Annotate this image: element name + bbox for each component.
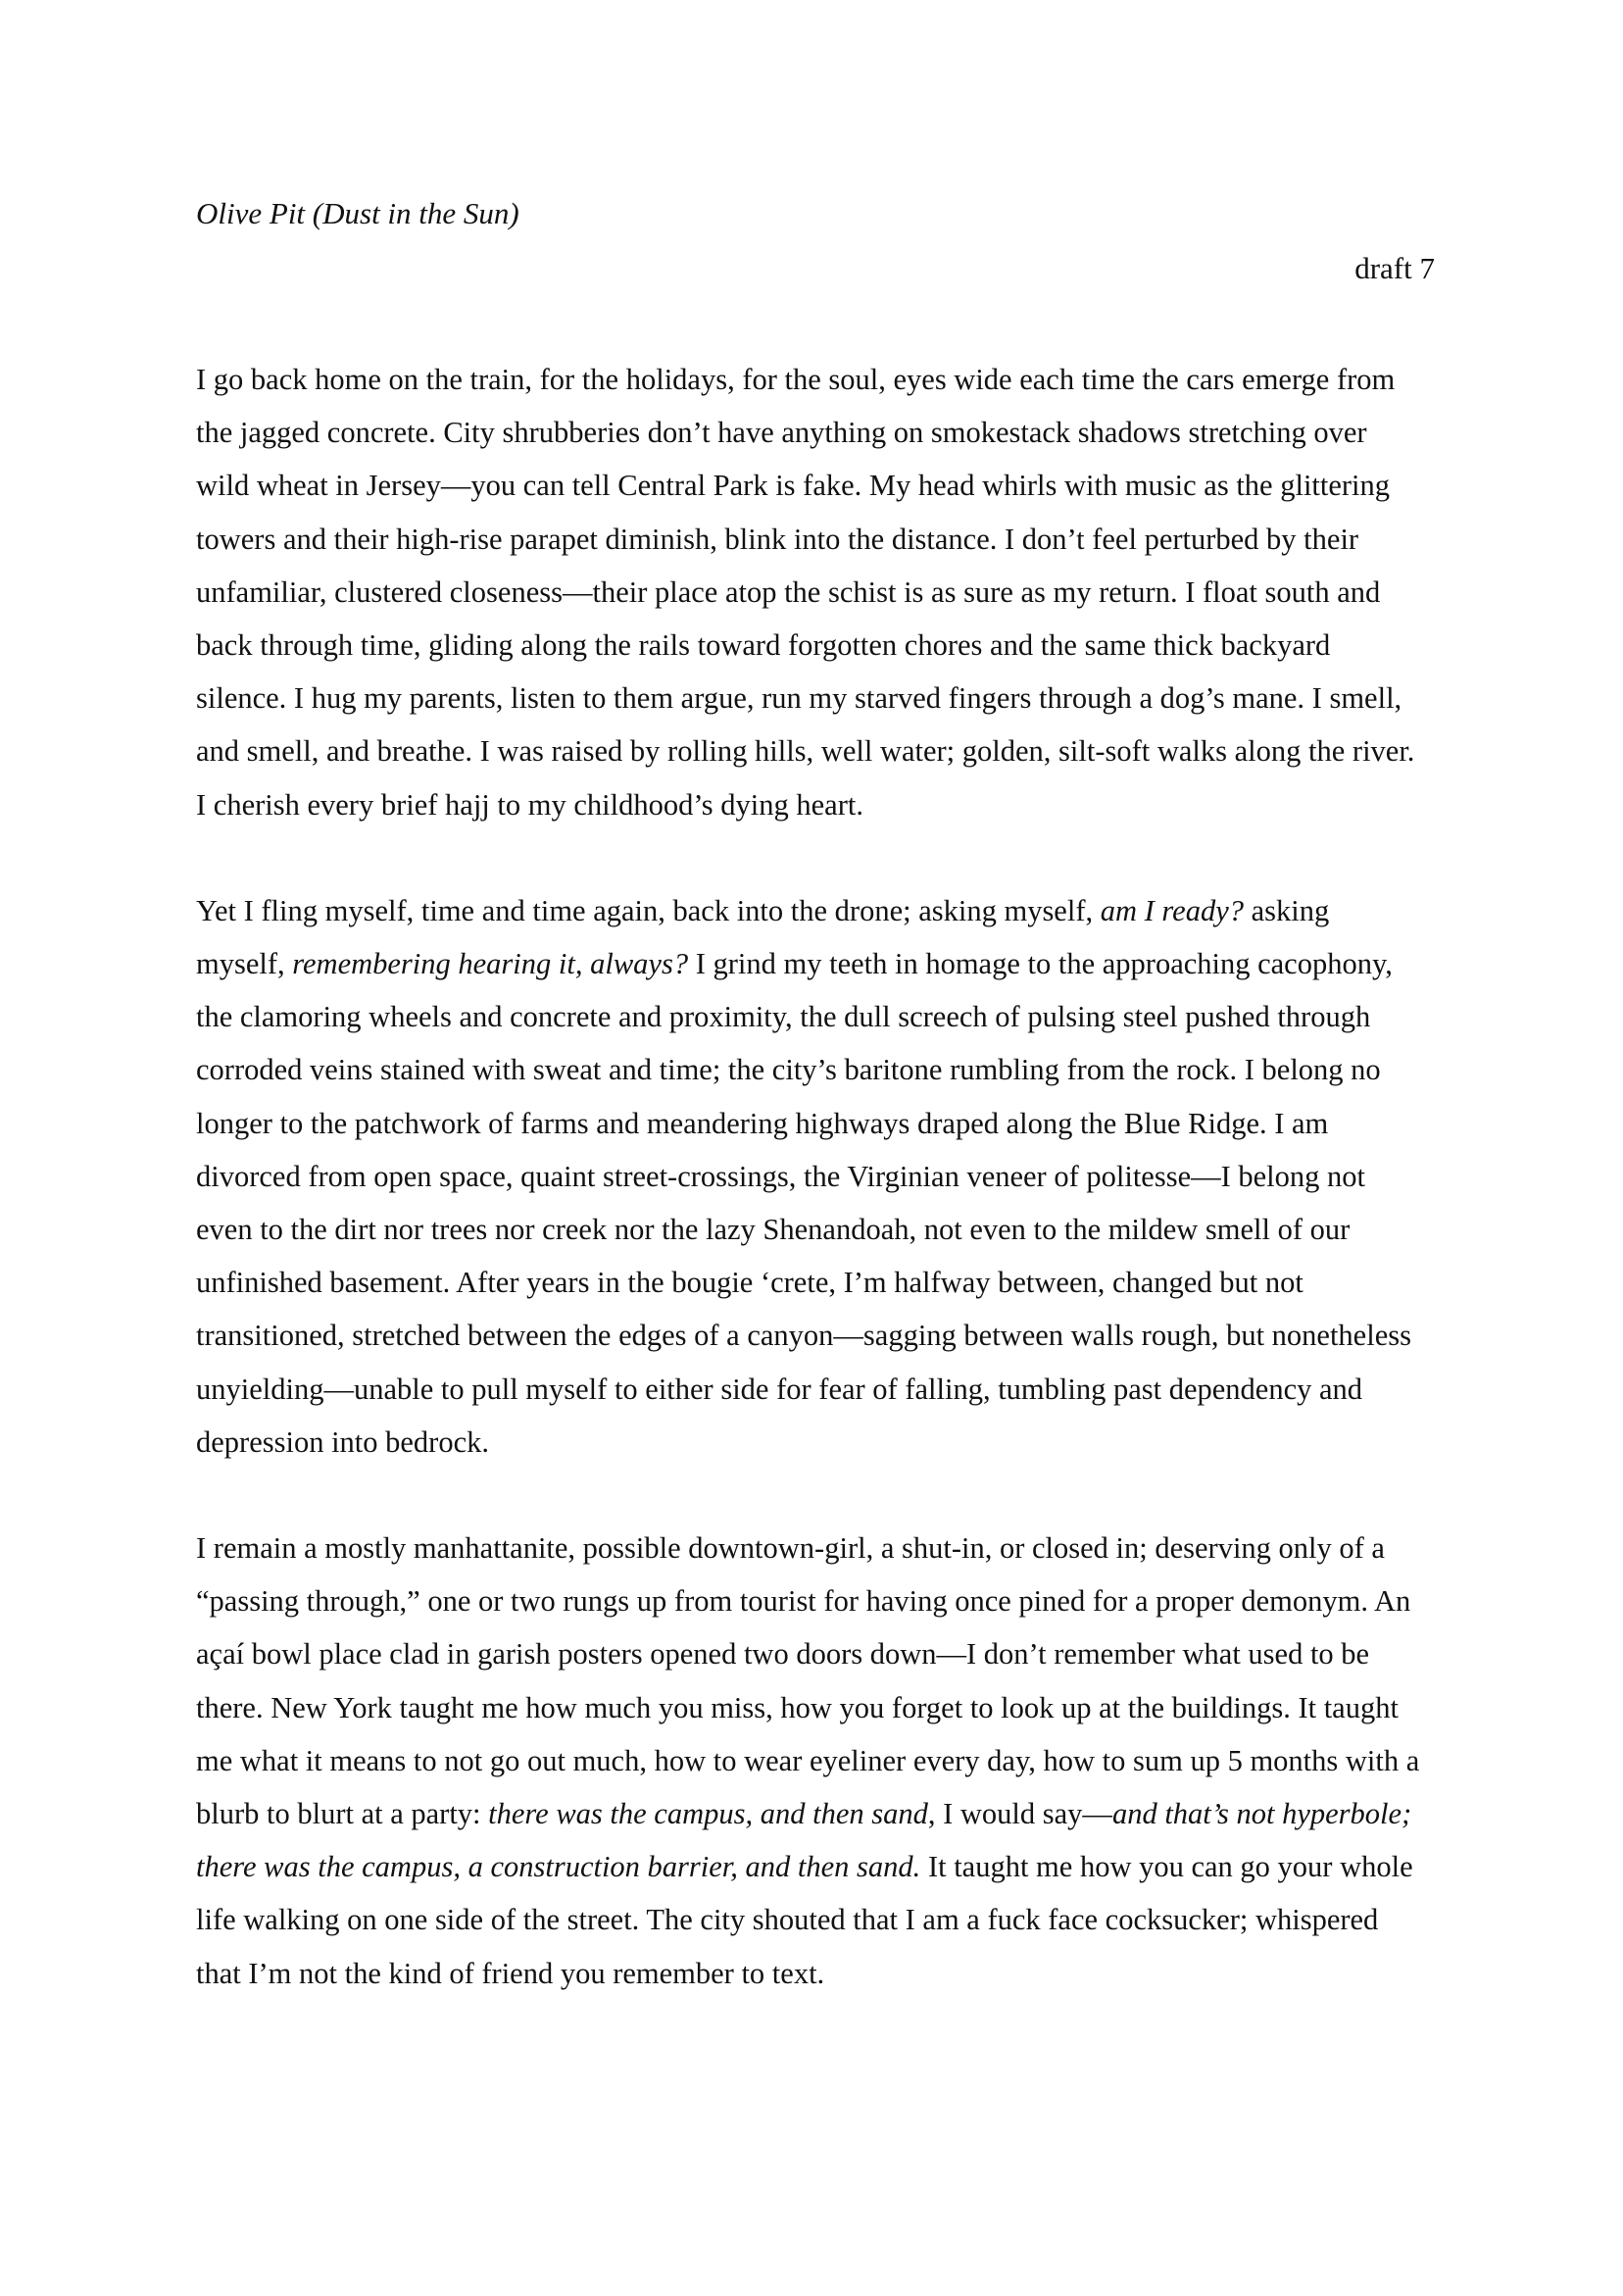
text-line (196, 1681, 1433, 1734)
text-line (196, 937, 1433, 990)
text-run: depression into bedrock. (196, 1424, 489, 1459)
text-run: unyielding—unable to pull myself to either side for fear of falling, tumbling past dependency and (196, 1372, 1363, 1406)
text-run: I go back home on the train, for the holidays, for the soul, eyes wide each time the cars emerge from (196, 363, 1396, 396)
text-line (196, 1203, 1433, 1256)
draft-label: draft 7 (1354, 251, 1435, 285)
text-line (196, 1840, 1433, 1893)
text-run: myself, (196, 947, 293, 981)
text-line (196, 672, 1433, 724)
text-line (196, 1256, 1433, 1309)
text-run: divorced from open space, quaint street-crossings, the Virginian veneer of politesse—I belong not (196, 1159, 1365, 1193)
text-run: silence. I hug my parents, listen to them argue, run my starved fingers through a dog’s mane. I smell, (196, 681, 1402, 716)
text-run: I cherish every brief hajj to my childhood’s dying heart. (196, 787, 863, 822)
text-run: the jagged concrete. City shrubberies don’t have anything on smokestack shadows stretching over (196, 416, 1367, 450)
text-run: there. New York taught me how much you miss, how you forget to look up at the buildings. It taught (196, 1690, 1399, 1724)
text-run: açaí bowl place clad in garish posters opened two doors down—I don’t remember what used to be (196, 1637, 1370, 1672)
text-line (196, 884, 1433, 937)
text-line (196, 1097, 1433, 1150)
text-run: blurb to blurt at a party: (196, 1797, 489, 1831)
text-run: life walking on one side of the street. The city shouted that I am a fuck face cocksucker; whispered (196, 1903, 1379, 1937)
text-run: that I’m not the kind of friend you remember to text. (196, 1956, 825, 1990)
paragraph (196, 1522, 1433, 2000)
text-run: me what it means to not go out much, how to wear eyeliner every day, how to sum up 5 months with a (196, 1743, 1420, 1777)
text-line (196, 1416, 1433, 1469)
italic-text: there was the campus, a construction barrier, and then sand. (196, 1850, 921, 1884)
text-line (196, 353, 1433, 406)
italic-text: there was the campus, and then sand (488, 1797, 928, 1831)
text-run: I remain a mostly manhattanite, possible downtown-girl, a shut-in, or closed in; deserving only of a (196, 1531, 1385, 1566)
text-line (196, 1734, 1433, 1787)
text-line (196, 1574, 1433, 1627)
document-title: Olive Pit (Dust in the Sun) (196, 196, 519, 230)
text-run: corroded veins stained with sweat and time; the city’s baritone rumbling from the rock. I belong no (196, 1053, 1381, 1087)
text-run: back through time, gliding along the rails toward forgotten chores and the same thick backyard (196, 628, 1331, 663)
text-line (196, 1893, 1433, 1946)
paragraph (196, 884, 1433, 1469)
text-run: wild wheat in Jersey—you can tell Central Park is fake. My head whirls with music as the glittering (196, 469, 1391, 503)
text-run: I grind my teeth in homage to the approaching cacophony, (688, 947, 1393, 981)
text-line (196, 459, 1433, 512)
text-line (196, 724, 1433, 777)
text-line (196, 1363, 1433, 1416)
text-run: transitioned, stretched between the edges of a canyon—sagging between walls rough, but nonetheless (196, 1319, 1411, 1353)
text-line (196, 1787, 1433, 1840)
text-run: longer to the patchwork of farms and meandering highways draped along the Blue Ridge. I am (196, 1106, 1329, 1140)
text-line (196, 513, 1433, 566)
text-run: even to the dirt nor trees nor creek nor the lazy Shenandoah, not even to the mildew smell of our (196, 1213, 1351, 1247)
paragraph (196, 353, 1433, 831)
text-run: the clamoring wheels and concrete and proximity, the dull screech of pulsing steel pushed through (196, 1000, 1371, 1034)
text-run: It taught me how you can go your whole (920, 1850, 1413, 1884)
text-run: and smell, and breathe. I was raised by rolling hills, well water; golden, silt-soft walks along the river. (196, 734, 1415, 769)
text-line (196, 990, 1433, 1043)
text-line (196, 406, 1433, 459)
text-line (196, 566, 1433, 619)
text-run: Yet I fling myself, time and time again, back into the drone; asking myself, (196, 893, 1101, 927)
text-run: “passing through,” one or two rungs up from tourist for having once pined for a proper demonym. An (196, 1584, 1411, 1619)
text-line (196, 1947, 1433, 2000)
text-run: towers and their high-rise parapet diminish, blink into the distance. I don’t feel perturbed by their (196, 522, 1359, 556)
italic-text: am I ready? (1100, 893, 1244, 927)
text-line (196, 1522, 1433, 1574)
text-run: unfamiliar, clustered closeness—their place atop the schist is as sure as my return. I float south and (196, 574, 1381, 609)
text-run: , I would say— (927, 1797, 1112, 1831)
text-line (196, 1150, 1433, 1203)
document-body (196, 353, 1433, 2053)
text-line (196, 1309, 1433, 1362)
text-run: unfinished basement. After years in the bougie ‘crete, I’m halfway between, changed but not (196, 1266, 1303, 1300)
text-line (196, 1043, 1433, 1096)
text-line (196, 619, 1433, 672)
text-run: asking (1243, 893, 1330, 927)
italic-text: and that’s not hyperbole; (1111, 1797, 1412, 1831)
text-line (196, 778, 1433, 831)
text-line (196, 1627, 1433, 1680)
italic-text: remembering hearing it, always? (292, 947, 689, 981)
